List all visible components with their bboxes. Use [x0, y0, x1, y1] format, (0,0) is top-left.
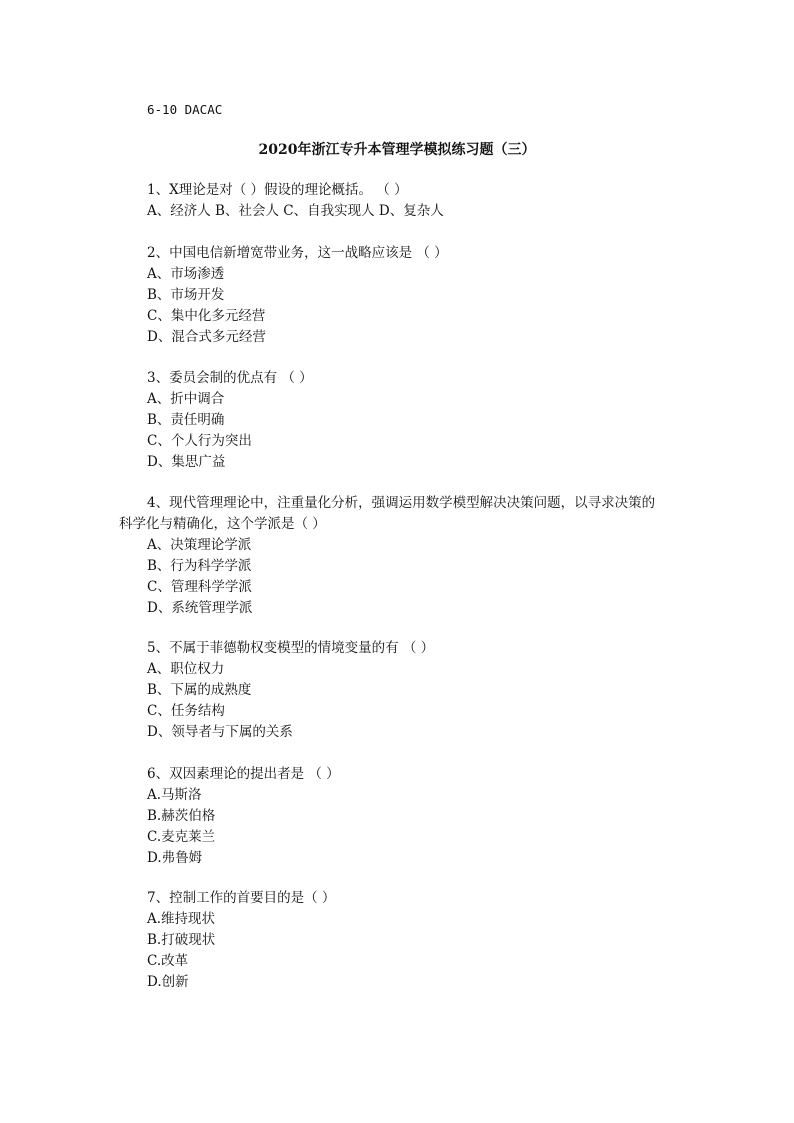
question-5-stem: 5、不属于菲德勒权变模型的情境变量的有 （ ） [147, 640, 435, 656]
question-3-option-d: D、集思广益 [147, 454, 226, 470]
question-4-stem-continued: 科学化与精确化，这个学派是（ ） [119, 516, 326, 532]
question-4-option-c: C、管理科学学派 [147, 579, 252, 595]
question-6-option-b: B.赫茨伯格 [147, 808, 216, 824]
question-5-option-d: D、领导者与下属的关系 [147, 724, 293, 740]
question-2-option-c: C、集中化多元经营 [147, 308, 266, 324]
question-6-option-a: A.马斯洛 [147, 787, 202, 803]
question-5-option-c: C、任务结构 [147, 703, 225, 719]
question-3-option-a: A、折中调合 [147, 391, 225, 407]
question-7-stem: 7、控制工作的首要目的是（ ） [147, 890, 336, 906]
question-7-option-d: D.创新 [147, 974, 189, 990]
question-7-option-a: A.维持现状 [147, 911, 216, 927]
previous-answers: 6-10 DACAC [147, 102, 223, 117]
question-1-options: A、经济人 B、社会人 C、自我实现人 D、复杂人 [147, 203, 444, 219]
document-title: 2020年浙江专升本管理学模拟练习题（三） [258, 142, 536, 158]
question-2-option-b: B、市场开发 [147, 287, 225, 303]
question-7-option-b: B.打破现状 [147, 932, 216, 948]
question-4-option-d: D、系统管理学派 [147, 600, 253, 616]
question-7-option-c: C.改革 [147, 953, 189, 969]
question-6-stem: 6、双因素理论的提出者是 （ ） [147, 766, 340, 782]
question-5-option-b: B、下属的成熟度 [147, 682, 252, 698]
question-4-stem: 4、现代管理理论中，注重量化分析，强调运用数学模型解决决策问题，以寻求决策的 [147, 495, 656, 511]
question-3-option-b: B、责任明确 [147, 412, 225, 428]
question-2-stem: 2、中国电信新增宽带业务，这一战略应该是 （ ） [147, 245, 448, 261]
question-2-option-d: D、混合式多元经营 [147, 329, 266, 345]
question-3-stem: 3、委员会制的优点有 （ ） [147, 370, 313, 386]
question-1-stem: 1、X理论是对（ ）假设的理论概括。 （ ） [147, 182, 408, 198]
question-5-option-a: A、职位权力 [147, 661, 225, 677]
question-3-option-c: C、个人行为突出 [147, 433, 252, 449]
question-4-option-b: B、行为科学学派 [147, 558, 252, 574]
question-6-option-d: D.弗鲁姆 [147, 850, 203, 866]
question-6-option-c: C.麦克莱兰 [147, 829, 216, 845]
question-4-option-a: A、决策理论学派 [147, 537, 252, 553]
question-2-option-a: A、市场渗透 [147, 266, 225, 282]
